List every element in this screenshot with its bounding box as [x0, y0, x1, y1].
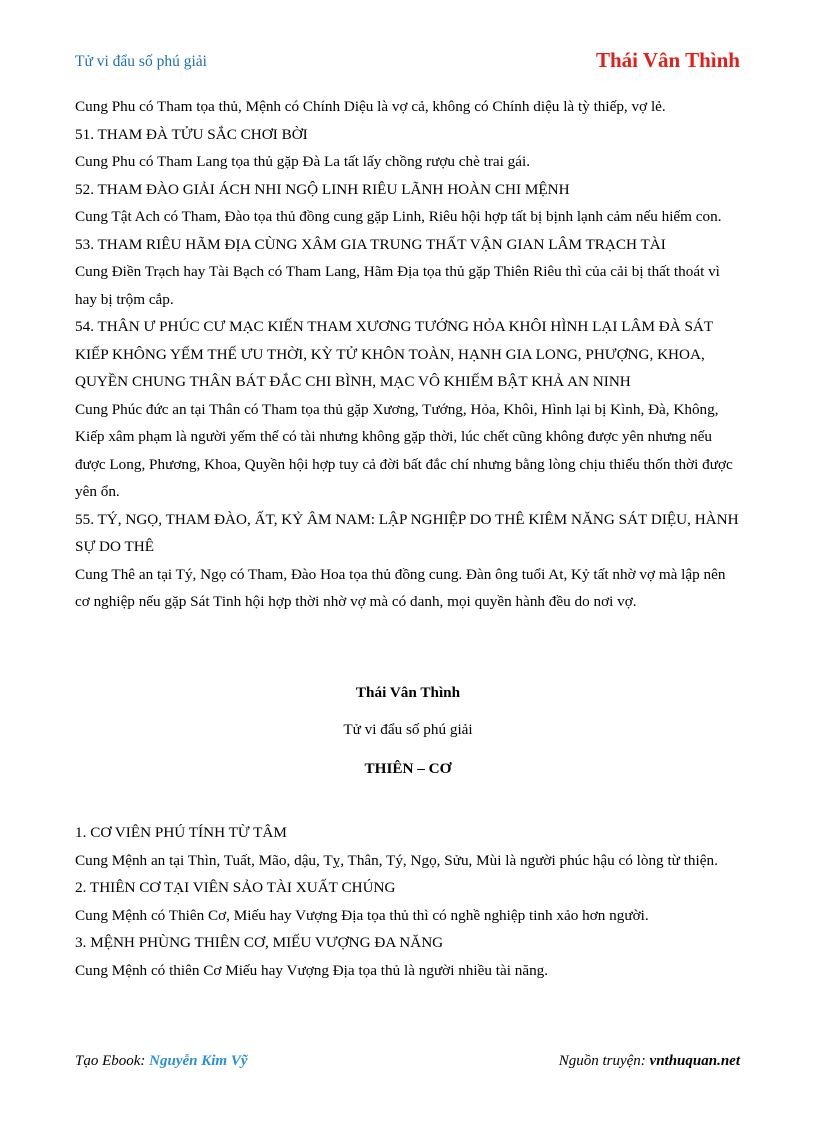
source-site: vnthuquan.net	[649, 1053, 740, 1069]
paragraph: Cung Phúc đức an tại Thân có Tham tọa thủ gặp Xương, Tướng, Hỏa, Khôi, Hình lại bị Kình, Đà, Không, Kiếp xâm phạm là người yếm thế có tài nhưng không gặp thời, lúc chết cũng không được yên nhưng nếu được Long, Phương, Khoa, Quyền hội hợp tuy cả đời bất đắc chí nhưng bằng lòng chịu thiếu thốn thời được yên ổn.	[75, 400, 733, 500]
section-1-text	[75, 93, 741, 616]
header-book-title: Tử vi đẩu số phú giải	[75, 53, 207, 70]
source-label: Nguồn truyện	[558, 1053, 641, 1069]
heading-51: 51. THAM ĐÀ TỬU SẮC CHƠI BỜI	[75, 125, 308, 143]
header-author: Thái Vân Thình	[596, 48, 740, 72]
section-2-text	[75, 819, 741, 984]
ebook-label: Tạo Ebook	[75, 1053, 141, 1069]
paragraph: Cung Điền Trạch hay Tài Bạch có Tham Lang, Hãm Địa tọa thủ gặp Thiên Riêu thì của cải bị thất thoát vì hay bị trộm cắp.	[75, 263, 720, 308]
paragraph: Cung Mệnh có thiên Cơ Miếu hay Vượng Địa tọa thủ là người nhiều tài năng.	[75, 961, 549, 979]
ebook-sep: :	[140, 1053, 150, 1069]
footer-source	[559, 1053, 740, 1070]
chapter-book: Tử vi đẩu số phú giải	[343, 721, 473, 738]
paragraph: Cung Mệnh an tại Thìn, Tuất, Mão, dậu, Tỵ, Thân, Tý, Ngọ, Sửu, Mùi là người phúc hậu có lòng từ thiện.	[75, 851, 718, 869]
page-footer	[75, 1053, 740, 1077]
heading-53: 53. THAM RIÊU HÃM ĐỊA CÙNG XÂM GIA TRUNG THẤT VẬN GIAN LÂM TRẠCH TÀI	[75, 235, 666, 253]
heading-54: 54. THÂN Ư PHÚC CƯ MẠC KIẾN THAM XƯƠNG TƯỚNG HỎA KHÔI HÌNH LẠI LÂM ĐÀ SÁT KIẾP KHÔNG YẾM THẾ ƯU THỜI, KỲ TỬ KHÔN TOÀN, HẠNH GIA LONG, PHƯỢNG, KHOA, QUYỀN CHUNG THÂN BÁT ĐẮC CHI BÌNH, MẠC VÔ KHIẾM BẬT KHẢ AN NINH	[75, 318, 713, 390]
paragraph: Cung Mệnh có Thiên Cơ, Miếu hay Vượng Địa tọa thủ thì có nghề nghiệp tinh xảo hơn người.	[75, 906, 649, 924]
chapter-title: THIÊN – CƠ	[364, 760, 452, 777]
footer-ebook-credit	[75, 1053, 248, 1070]
heading-52: 52. THAM ĐÀO GIẢI ÁCH NHI NGỘ LINH RIÊU LÃNH HOÀN CHI MỆNH	[75, 180, 570, 198]
paragraph: Cung Tật Ach có Tham, Đào tọa thủ đồng cung gặp Linh, Riêu hội hợp tất bị bịnh lạnh cảm nếu hiếm con.	[75, 208, 722, 225]
paragraph: Cung Phu có Tham Lang tọa thủ gặp Đà La tất lấy chồng rượu chè trai gái.	[75, 153, 531, 170]
heading-1: 1. CƠ VIÊN PHÚ TÍNH TỪ TÂM	[75, 824, 287, 841]
ebook-author: Nguyễn Kim Vỹ	[149, 1053, 248, 1069]
heading-55: 55. TÝ, NGỌ, THAM ĐÀO, ẤT, KỶ ÂM NAM: LẬP NGHIỆP DO THÊ KIÊM NĂNG SÁT DIỆU, HÀNH SỰ DO THÊ	[75, 510, 739, 555]
heading-2: 2. THIÊN CƠ TẠI VIÊN SẢO TÀI XUẤT CHÚNG	[75, 879, 396, 896]
paragraph: Cung Phu có Tham tọa thủ, Mệnh có Chính Diệu là vợ cả, không có Chính diệu là tỳ thiếp, vợ lẻ.	[75, 98, 666, 115]
heading-3: 3. MỆNH PHÙNG THIÊN CƠ, MIẾU VƯỢNG ĐA NĂNG	[75, 934, 444, 951]
page-header	[75, 48, 740, 76]
paragraph: Cung Thê an tại Tý, Ngọ có Tham, Đào Hoa tọa thủ đồng cung. Đàn ông tuổi At, Kỷ tất nhờ vợ mà lập nên cơ nghiệp nếu gặp Sát Tinh hội hợp thời nhờ vợ mà có danh, mọi quyền hành đều do nơi vợ.	[75, 565, 726, 610]
source-sep: :	[640, 1053, 650, 1069]
chapter-author: Thái Vân Thình	[355, 684, 461, 701]
